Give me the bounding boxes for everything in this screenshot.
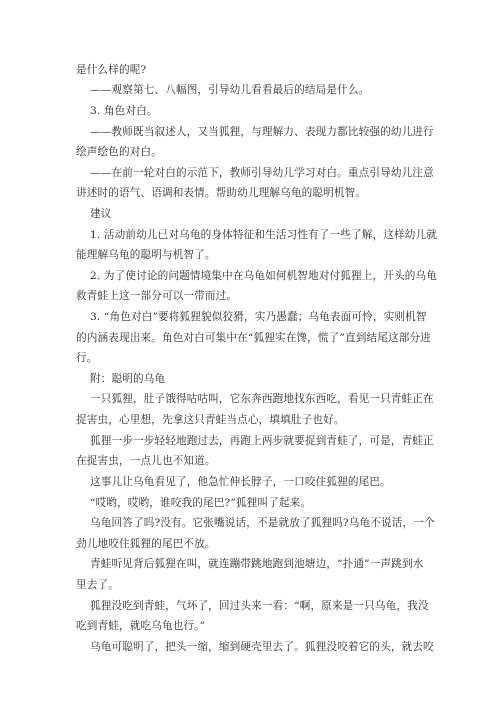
- text-line: 乌龟可聪明了，把头一缩，缩到硬壳里去了。狐狸没咬着它的头，就去咬: [90, 641, 434, 653]
- text-line: “哎哟，哎哟，谁咬我的尾巴?”狐狸叫了起来。: [90, 497, 312, 509]
- text-line: 捉害虫，心里想，先拿这只青蛙当点心，填填肚子也好。: [76, 414, 345, 426]
- text-line: 讲述时的语气、语调和表情。帮助幼儿理解乌龟的聪明机智。: [76, 187, 367, 199]
- text-line: 一只狐狸，肚子饿得咕咕叫，它东奔西跑地找东西吃，看见一只青蛙正在: [90, 393, 434, 405]
- story-title: 附：聪明的乌龟: [90, 373, 166, 385]
- text-line: 这事儿让乌龟看见了，他急忙伸长脖子，一口咬住狐狸的尾巴。: [90, 476, 391, 488]
- text-line: 吃到青蛙，就吃乌龟也行。”: [76, 620, 206, 632]
- text-line: 乌龟回答了吗?没有。它张嘴说话，不是就放了狐狸吗?乌龟不说话，一个: [90, 517, 435, 529]
- text-line: 劲儿地咬住狐狸的尾巴不放。: [76, 538, 216, 550]
- text-line: 绘声绘色的对白。: [76, 146, 162, 158]
- text-line: 狐狸没吃到青蛙，气坏了，回过头来一看：“啊，原来是一只乌龟，我没: [90, 600, 429, 612]
- text-line: 3. “角色对白”要将狐狸貌似狡猾，实乃愚蠢；乌龟表面可怜，实则机智: [90, 311, 427, 323]
- text-line: 2. 为了使讨论的问题情境集中在乌龟如何机智地对付狐狸上，开头的乌龟: [90, 270, 437, 282]
- text-line: ——观察第七、八幅图，引导幼儿看看最后的结局是什么。: [90, 84, 370, 96]
- text-line: ——在前一轮对白的示范下，教师引导幼儿学习对白。重点引导幼儿注意: [90, 167, 434, 179]
- text-line: 青蛙听见背后狐狸在叫，就连蹦带跳地跑到池塘边，“扑通”一声跳到水: [90, 558, 424, 570]
- text-line: 狐狸一步一步轻轻地跑过去，再跑上两步就要捉到青蛙了，可是，青蛙正: [90, 435, 434, 447]
- text-line: 3. 角色对白。: [90, 105, 158, 117]
- text-line: ——教师既当叙述人，又当狐狸，与理解力、表现力都比较强的幼儿进行: [90, 126, 434, 138]
- text-line: 里去了。: [76, 579, 119, 591]
- text-line: 能理解乌龟的聪明与机智了。: [76, 249, 216, 261]
- text-line: 的内涵表现出来。角色对白可集中在“狐狸实在馋，慌了”直到结尾这部分进: [76, 332, 431, 344]
- text-line: 救青蛙上这一部分可以一带而过。: [76, 290, 238, 302]
- text-line: 是什么样的呢?: [76, 64, 147, 76]
- text-line: 1. 活动前幼儿已对乌龟的身体特征和生活习性有了一些了解，这样幼儿就: [90, 229, 437, 241]
- section-heading: 建议: [90, 208, 112, 220]
- text-line: 在捉害虫，一点儿也不知道。: [76, 455, 216, 467]
- text-line: 行。: [76, 352, 98, 364]
